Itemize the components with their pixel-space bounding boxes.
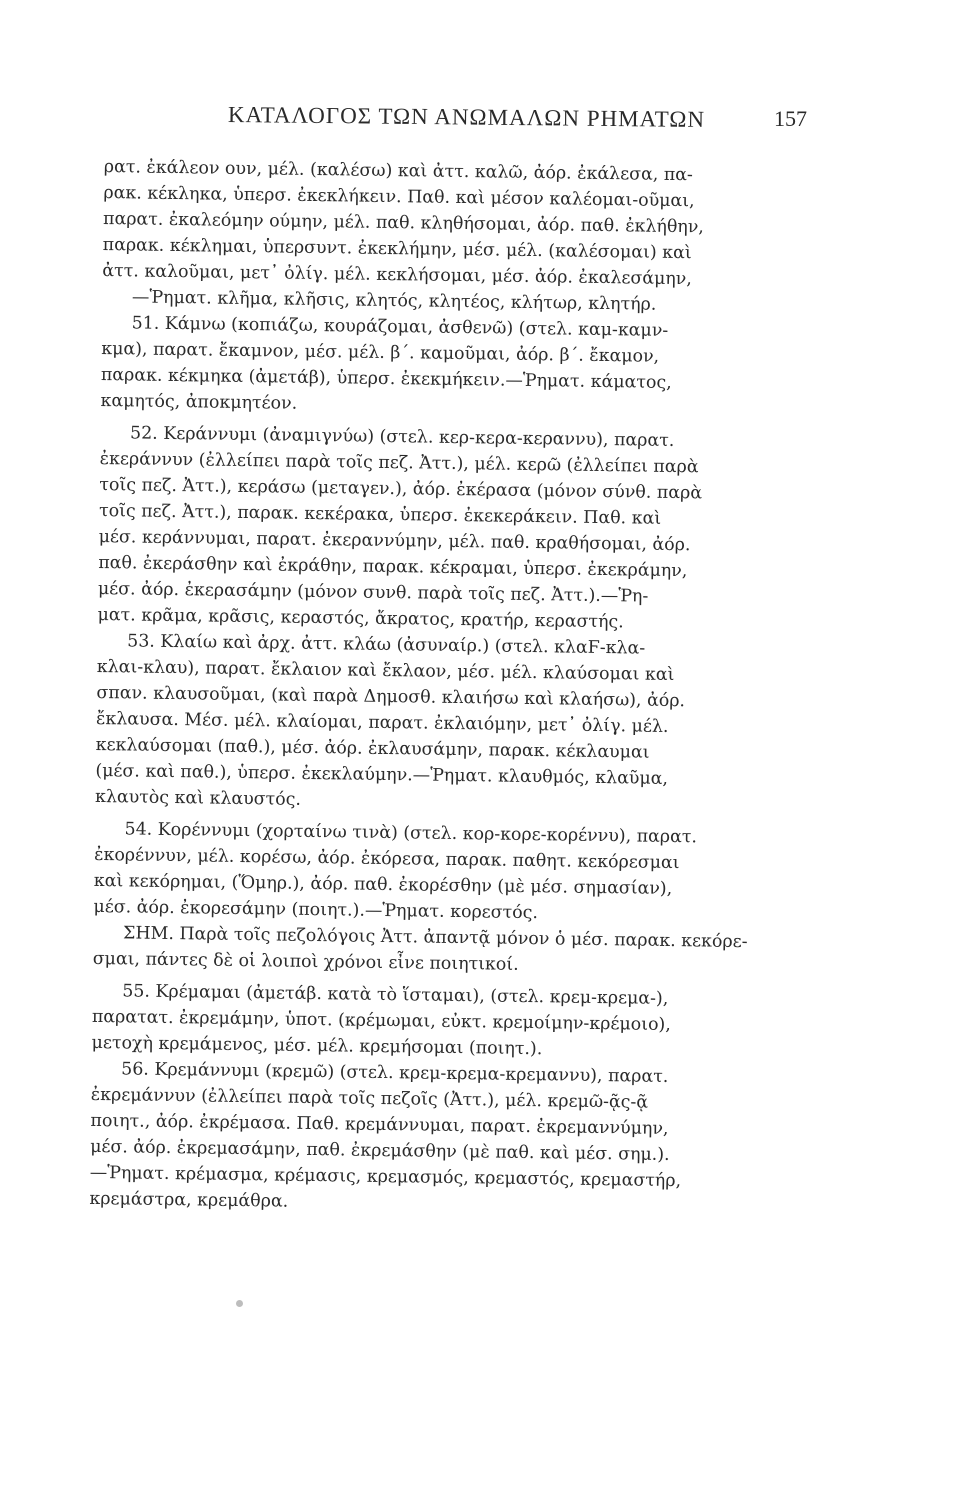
text-line: ἐκρεμάννυν (ἐλλείπει παρὰ τοῖς πεζοῖς (Ἀττ.), μέλ. κρεμῶ-ᾷς-ᾷ: [90, 1084, 649, 1113]
text-line: —Ῥηματ. κλῆμα, κλῆσις, κλητός, κλητέος, κλήτωρ, κλητήρ.: [131, 287, 657, 315]
text-line: παθ. ἐκεράσθην καὶ ἐκράθην, παρακ. κέκραμαι, ὑπερσ. ἐκεκράμην,: [98, 552, 688, 582]
text-line: παρακ. κέκλημαι, ὑπερσυντ. ἐκεκλήμην, μέσ. μέλ. (καλέσομαι) καὶ: [102, 234, 692, 264]
text-line: παρατ. ἐκαλεόμην ούμην, μέλ. παθ. κληθήσομαι, ἀόρ. παθ. ἐκλήθην,: [102, 208, 705, 238]
text-line: κρεμάστρα, κρεμάθρα.: [89, 1188, 289, 1212]
text-line: καὶ κεκόρημαι, (Ὅμηρ.), ἀόρ. παθ. ἐκορέσθην (μὲ μέσ. σημασίαν),: [93, 870, 673, 900]
text-line: σπαν. κλαυσοῦμαι, (καὶ παρὰ Δημοσθ. κλαιήσω καὶ κλαήσω), ἀόρ.: [96, 682, 686, 712]
text-line: μέσ. ἀόρ. ἐκερασάμην (μόνον συνθ. παρὰ τοῖς πεζ. Ἀττ.).—Ῥη-: [97, 578, 649, 607]
entry-55-heading: 55. Κρέμαμαι (ἀμετάβ. κατὰ τὸ ἵσταμαι), (στελ. κρεμ-κρεμα-),: [122, 981, 669, 1009]
text-line: ρακ. κέκληκα, ὑπερσ. ἐκεκλήκειν. Παθ. καὶ μέσον καλέομαι-οῦμαι,: [103, 182, 695, 212]
text-line: κεκλαύσομαι (παθ.), μέσ. ἀόρ. ἐκλαυσάμην, παρακ. κέκλαυμαι: [95, 734, 650, 763]
text-line: ρατ. ἐκάλεον ουν, μέλ. (καλέσω) καὶ ἀττ. καλῶ, ἀόρ. ἐκάλεσα, πα-: [103, 156, 694, 186]
running-title: ΚΑΤΑΛΟΓΟΣ ΤΩΝ ΑΝΩΜΑΛΩΝ ΡΗΜΑΤΩΝ: [227, 102, 706, 132]
entry-56-heading: 56. Κρεμάννυμι (κρεμῶ) (στελ. κρεμ-κρεμα-κρεμαννυ), παρατ.: [121, 1059, 669, 1087]
page-number: 157: [774, 106, 807, 131]
text-line: (μέσ. καὶ παθ.), ὑπερσ. ἐκεκλαύμην.—Ῥηματ. κλαυθμός, κλαῦμα,: [95, 760, 669, 789]
paper-speck: [236, 1300, 243, 1307]
entry-54-heading: 54. Κορέννυμι (χορταίνω τινὰ) (στελ. κορ-κορε-κορέννυ), παρατ.: [124, 819, 698, 848]
text-line: μέσ. ἀόρ. ἐκορεσάμην (ποιητ.).—Ῥηματ. κορεστός.: [93, 896, 539, 924]
text-line: μέσ. κεράννυμαι, παρατ. ἐκεραννύμην, μέλ. παθ. κραθήσομαι, ἀόρ.: [98, 526, 691, 556]
entry-53-heading: 53. Κλαίω καὶ ἀρχ. ἀττ. κλάω (ἀσυναίρ.) (στελ. κλαϜ-κλα-: [127, 631, 646, 659]
text-line: παρακ. κέκμηκα (ἀμετάβ), ὑπερσ. ἐκεκμήκειν.—Ῥηματ. κάματος,: [100, 364, 672, 393]
text-line: τοῖς πεζ. Ἀττ.), κεράσω (μεταγεν.), ἀόρ. ἐκέρασα (μόνον σύνθ. παρὰ: [99, 474, 703, 504]
text-line: ματ. κρᾶμα, κρᾶσις, κεραστός, ἄκρατος, κρατήρ, κεραστής.: [97, 604, 624, 633]
page-header: [0, 102, 975, 142]
text-line: παρατατ. ἐκρεμάμην, ὑποτ. (κρέμωμαι, εὐκτ. κρεμοίμην-κρέμοιο),: [91, 1006, 671, 1035]
text-line: καμητός, ἀποκμητέον.: [100, 390, 298, 414]
page-body: [89, 154, 824, 1222]
entry-52-heading: 52. Κεράννυμι (ἀναμιγνύω) (στελ. κερ-κερα-κεραννυ), παρατ.: [129, 423, 675, 451]
text-line: ἐκεράννυν (ἐλλείπει παρὰ τοῖς πεζ. Ἀττ.), μέλ. κερῶ (ἐλλείπει παρὰ: [99, 448, 699, 478]
note-line: ΣΗΜ. Παρὰ τοῖς πεζολόγοις Ἀττ. ἀπαντᾷ μόνον ὁ μέσ. παρακ. κεκόρε-: [122, 923, 748, 953]
text-line: ἐκορέννυν, μέλ. κορέσω, ἀόρ. ἐκόρεσα, παρακ. παθητ. κεκόρεσμαι: [94, 844, 680, 874]
note-line: σμαι, πάντες δὲ οἱ λοιποὶ χρόνοι εἶνε ποιητικοί.: [92, 948, 519, 975]
text-line: κμα), παρατ. ἔκαμνον, μέσ. μέλ. β΄. καμοῦμαι, ἀόρ. β΄. ἔκαμον,: [101, 338, 660, 367]
text-line: μέσ. ἀόρ. ἐκρεμασάμην, παθ. ἐκρεμάσθην (μὲ παθ. καὶ μέσ. σημ.).: [89, 1136, 670, 1165]
text-line: ποιητ., ἀόρ. ἐκρέμασα. Παθ. κρεμάννυμαι, παρατ. ἐκρεμαννύμην,: [90, 1110, 669, 1139]
entry-51-heading: 51. Κάμνω (κοπιάζω, κουράζομαι, ἀσθενῶ) (στελ. καμ-καμν-: [131, 313, 669, 341]
text-line: —Ῥηματ. κρέμασμα, κρέμασις, κρεμασμός, κρεμαστός, κρεμαστήρ,: [89, 1162, 682, 1192]
text-line: τοῖς πεζ. Ἀττ.), παρακ. κεκέρακα, ὑπερσ. ἐκεκεράκειν. Παθ. καὶ: [98, 500, 662, 529]
text-line: ἔκλαυσα. Μέσ. μέλ. κλαίομαι, παρατ. ἐκλαιόμην, μετ᾿ ὀλίγ. μέλ.: [95, 708, 669, 737]
text-line: ἀττ. καλοῦμαι, μετ᾿ ὀλίγ. μέλ. κεκλήσομαι, μέσ. ἀόρ. ἐκαλεσάμην,: [102, 260, 692, 290]
text-line: μετοχὴ κρεμάμενος, μέσ. μέλ. κρεμήσομαι (ποιητ.).: [91, 1032, 543, 1060]
text-line: κλαι-κλαυ), παρατ. ἔκλαιον καὶ ἔκλαον, μέσ. μέλ. κλαύσομαι καὶ: [96, 656, 675, 686]
text-line: κλαυτὸς καὶ κλαυστός.: [94, 786, 302, 810]
